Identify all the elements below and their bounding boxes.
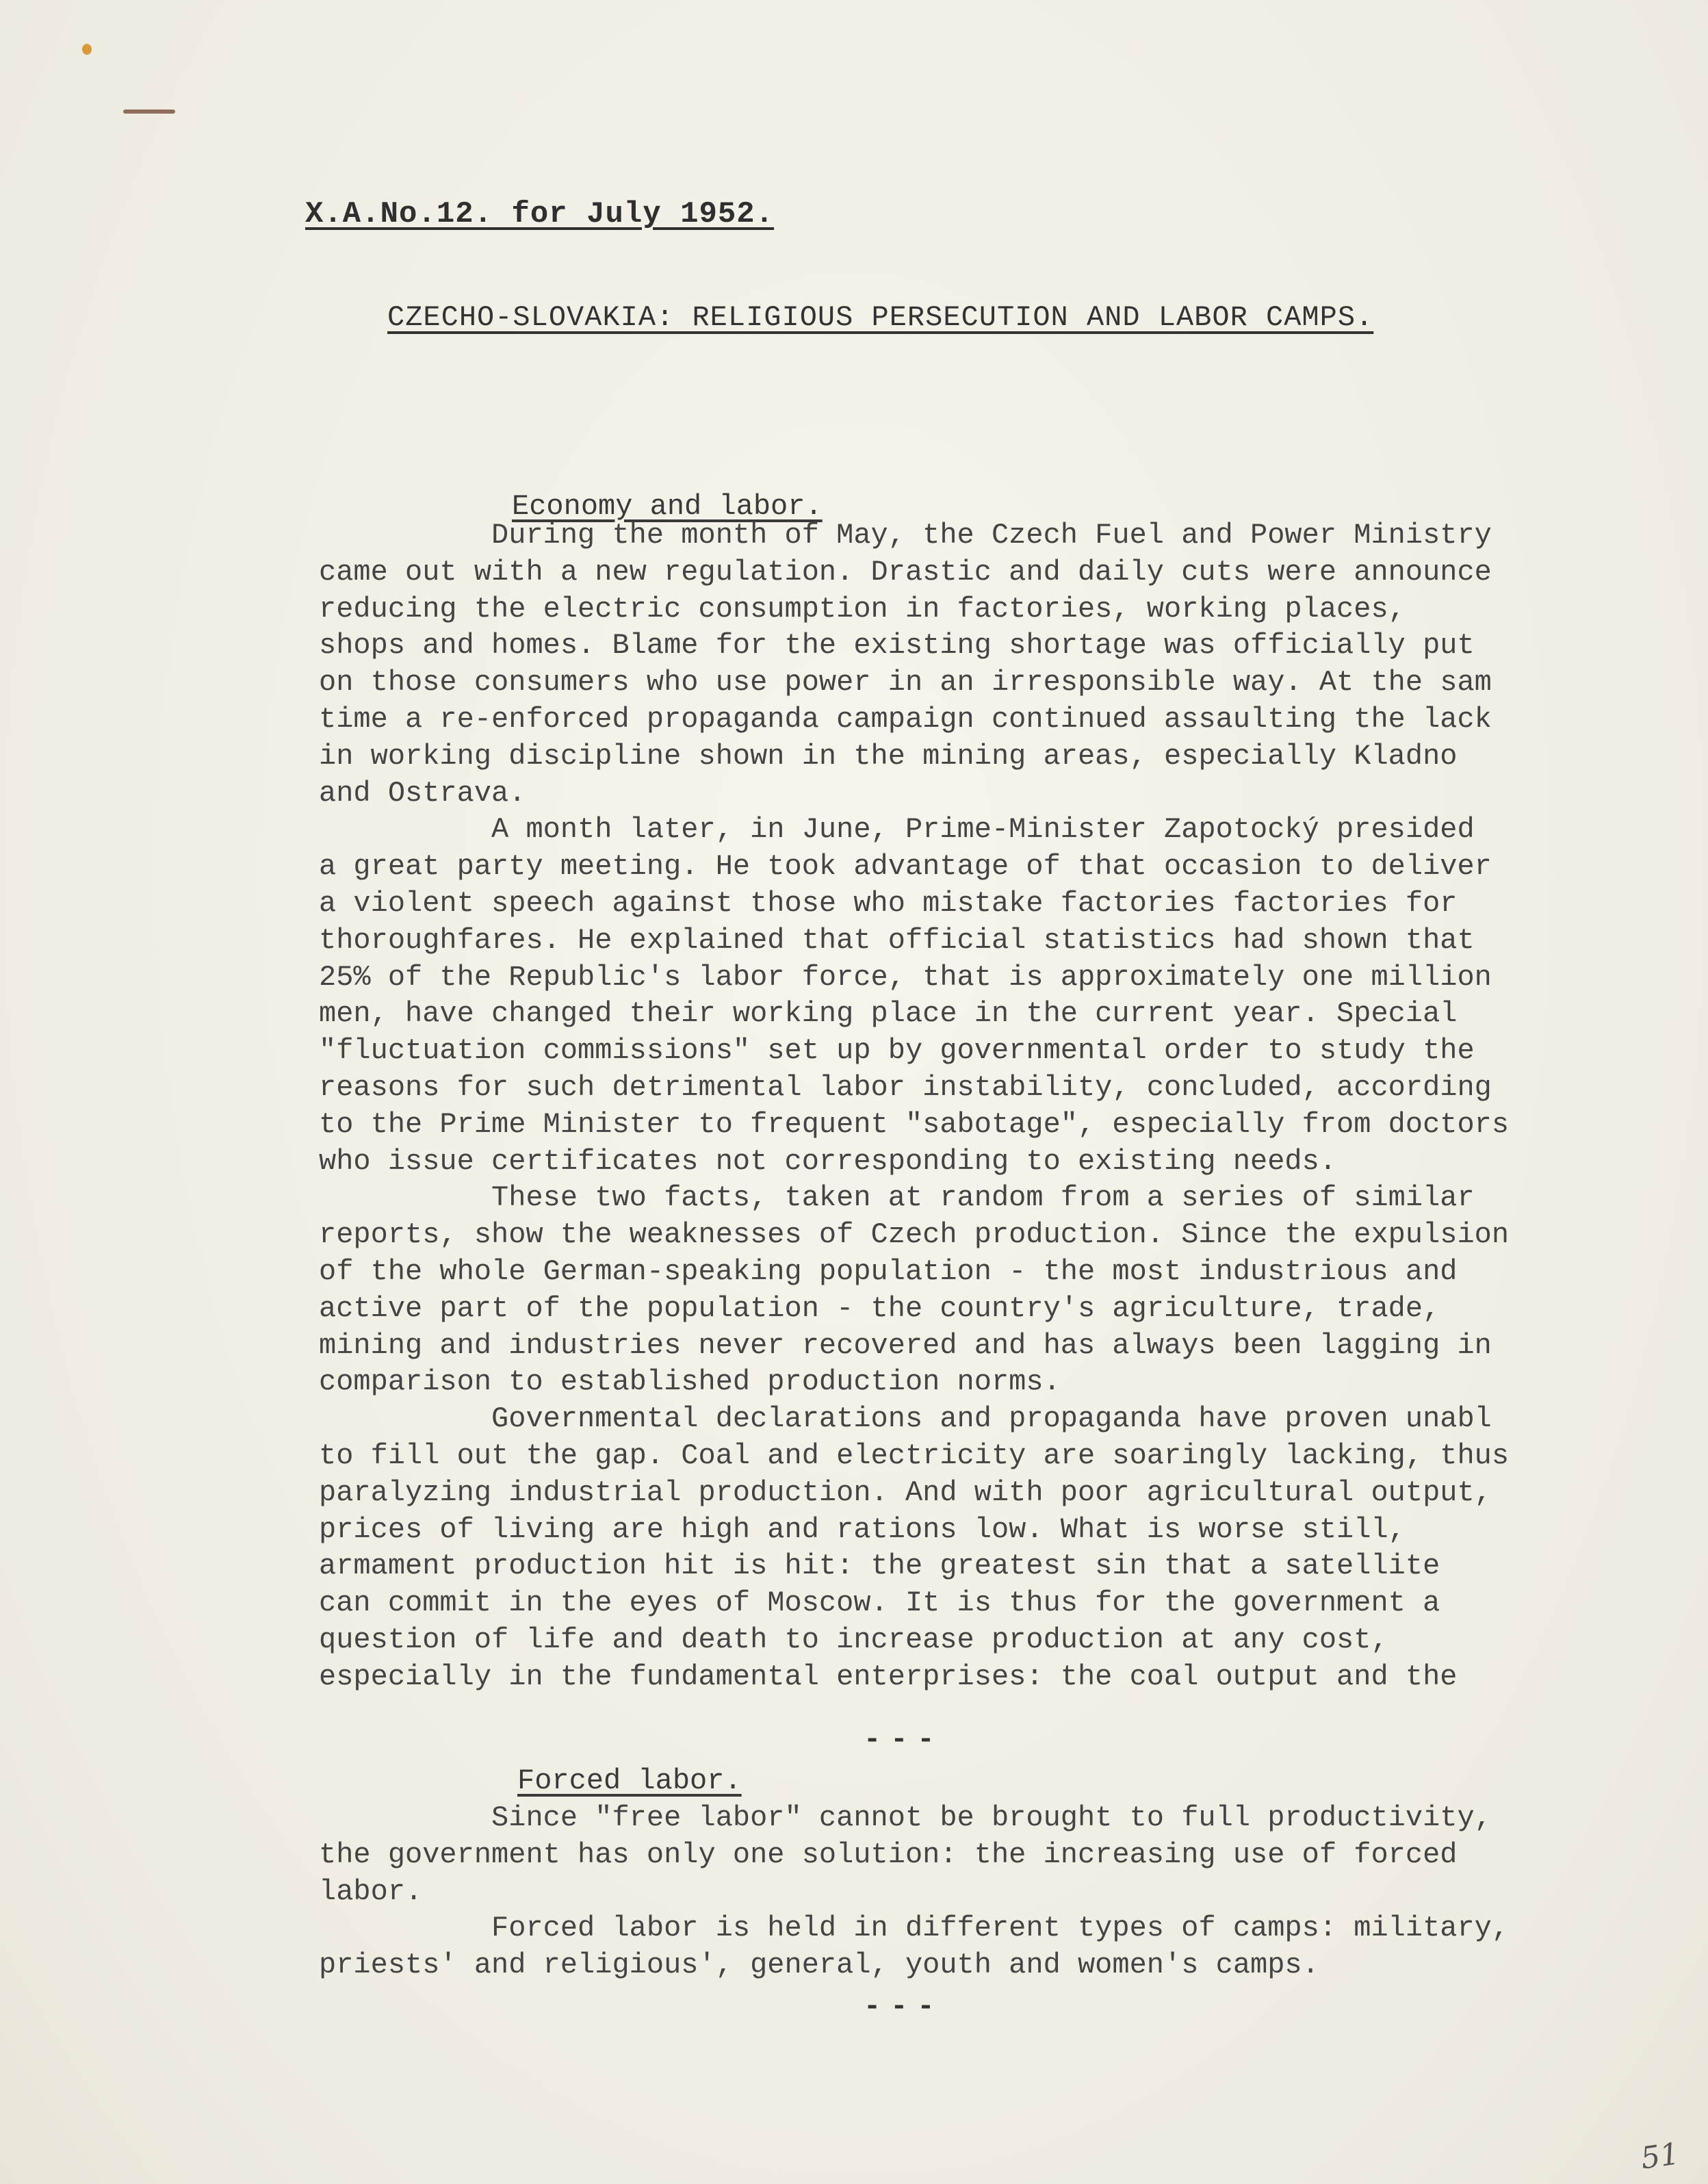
text-line: can commit in the eyes of Moscow. It is thus for the government a: [319, 1586, 1440, 1620]
section-body-forced-labor: [319, 1800, 1681, 1984]
section-separator: ---: [864, 1723, 944, 1756]
text-line: the government has only one solution: the increasing use of forced: [319, 1838, 1458, 1871]
text-line: time a re-enforced propaganda campaign continued assaulting the lack: [319, 702, 1492, 736]
text-line: comparison to established production norms.: [319, 1365, 1061, 1399]
text-line: reasons for such detrimental labor instability, concluded, according: [319, 1070, 1492, 1104]
ink-smudge-mark: [123, 110, 175, 114]
text-line: a great party meeting. He took advantage of that occasion to deliver: [319, 850, 1492, 884]
text-line: reducing the electric consumption in factories, working places,: [319, 592, 1406, 626]
text-line: During the month of May, the Czech Fuel and Power Ministry: [319, 519, 1492, 552]
text-line: priests' and religious', general, youth and women's camps.: [319, 1949, 1319, 1982]
text-line: on those consumers who use power in an irresponsible way. At the sam: [319, 666, 1492, 699]
text-line: paralyzing industrial production. And with poor agricultural output,: [319, 1476, 1492, 1509]
section-heading-forced-labor: Forced labor.: [517, 1764, 742, 1797]
document-reference: X.A.No.12. for July 1952.: [305, 197, 775, 231]
text-line: armament production hit is hit: the greatest sin that a satellite: [319, 1550, 1440, 1583]
section-separator: ---: [864, 1990, 944, 2023]
text-line: A month later, in June, Prime-Minister Zapotocký presided: [319, 813, 1475, 847]
text-line: in working discipline shown in the mining areas, especially Kladno: [319, 739, 1458, 773]
section-body-economy: [319, 517, 1681, 1696]
text-line: came out with a new regulation. Drastic and daily cuts were announce: [319, 555, 1492, 589]
text-line: These two facts, taken at random from a series of similar: [319, 1181, 1475, 1215]
text-line: question of life and death to increase production at any cost,: [319, 1623, 1388, 1656]
text-line: to fill out the gap. Coal and electricity are soaringly lacking, thus: [319, 1439, 1510, 1472]
section-heading-economy: Economy and labor.: [512, 490, 823, 523]
text-line: a violent speech against those who mistake factories factories for: [319, 886, 1458, 920]
text-line: active part of the population - the country's agriculture, trade,: [319, 1292, 1440, 1325]
text-line: reports, show the weaknesses of Czech production. Since the expulsion: [319, 1218, 1510, 1252]
text-line: "fluctuation commissions" set up by governmental order to study the: [319, 1034, 1475, 1068]
text-line: Since "free labor" cannot be brought to full productivity,: [319, 1801, 1492, 1834]
text-line: Forced labor is held in different types of camps: military,: [319, 1912, 1510, 1945]
text-line: and Ostrava.: [319, 776, 526, 810]
text-line: especially in the fundamental enterprises: the coal output and the: [319, 1660, 1458, 1693]
text-line: thoroughfares. He explained that official statistics had shown that: [319, 923, 1475, 957]
ink-speck-mark: [82, 44, 92, 55]
handwritten-page-number: 51: [1638, 2136, 1682, 2176]
text-line: to the Prime Minister to frequent "sabotage", especially from doctors: [319, 1107, 1510, 1141]
text-line: men, have changed their working place in the current year. Special: [319, 997, 1458, 1031]
text-line: Governmental declarations and propaganda have proven unabl: [319, 1402, 1492, 1436]
document-title: CZECHO-SLOVAKIA: RELIGIOUS PERSECUTION AND LABOR CAMPS.: [387, 301, 1374, 334]
text-line: of the whole German-speaking population - the most industrious and: [319, 1255, 1458, 1288]
text-line: shops and homes. Blame for the existing shortage was officially put: [319, 629, 1475, 663]
text-line: labor.: [319, 1875, 423, 1908]
text-line: prices of living are high and rations low. What is worse still,: [319, 1513, 1406, 1546]
text-line: who issue certificates not corresponding to existing needs.: [319, 1144, 1337, 1178]
text-line: mining and industries never recovered and has always been lagging in: [319, 1328, 1492, 1362]
text-line: 25% of the Republic's labor force, that is approximately one million: [319, 960, 1492, 994]
